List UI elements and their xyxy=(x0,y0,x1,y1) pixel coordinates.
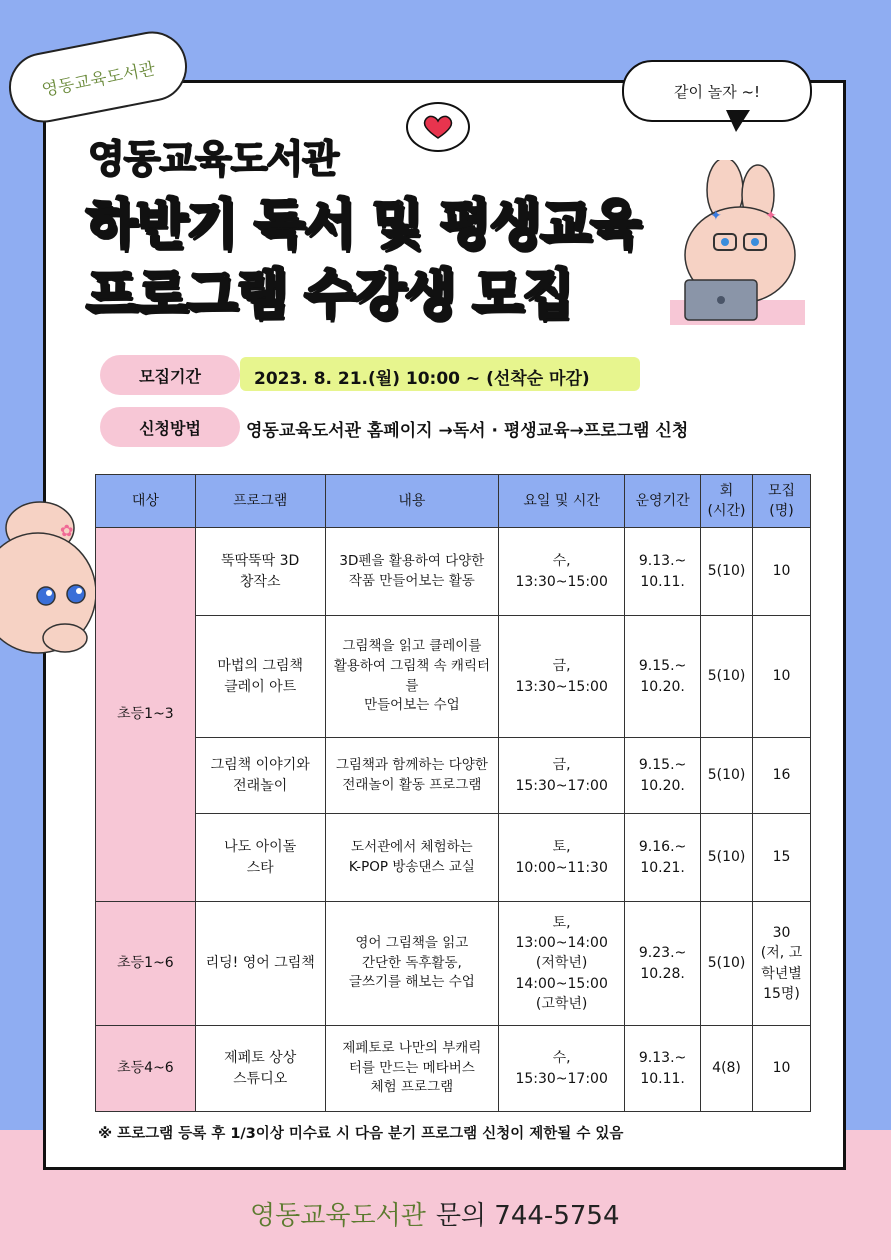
program-cell: 뚝딱뚝딱 3D 창작소 xyxy=(195,528,325,616)
table-header-row xyxy=(96,475,811,528)
title-line-1: 하반기 독서 및 평생교육 xyxy=(86,194,641,255)
program-cell: 그림책 이야기와 전래놀이 xyxy=(195,738,325,814)
table-row xyxy=(96,738,811,814)
capacity-cell: 10 xyxy=(753,616,811,738)
content-cell: 제페토로 나만의 부캐릭 터를 만드는 메타버스 체험 프로그램 xyxy=(325,1026,499,1112)
sessions-cell: 5(10) xyxy=(701,814,753,902)
period-label: 모집기간 xyxy=(139,366,201,386)
header-content: 내용 xyxy=(325,475,499,528)
sessions-cell: 5(10) xyxy=(701,738,753,814)
header-capacity: 모집 (명) xyxy=(753,475,811,528)
period-cell: 9.16.~ 10.21. xyxy=(625,814,701,902)
title-line-2: 프로그램 수강생 모집 xyxy=(86,264,573,325)
period-cell: 9.13.~ 10.11. xyxy=(625,1026,701,1112)
capacity-cell: 10 xyxy=(753,528,811,616)
table-row xyxy=(96,616,811,738)
content-cell: 3D펜을 활용하여 다양한 작품 만들어보는 활동 xyxy=(325,528,499,616)
time-cell: 수, 15:30~17:00 xyxy=(499,1026,625,1112)
speech-text: 같이 놀자 ~! xyxy=(673,82,761,101)
table-row xyxy=(96,528,811,616)
period-cell: 9.13.~ 10.11. xyxy=(625,528,701,616)
capacity-cell: 30 (저, 고 학년별 15명) xyxy=(753,902,811,1026)
header-target: 대상 xyxy=(96,475,196,528)
method-value: 영동교육도서관 홈페이지 →독서 · 평생교육→프로그램 신청 xyxy=(246,421,689,441)
program-table xyxy=(95,474,811,1112)
speech-bubble xyxy=(622,60,812,122)
capacity-cell: 16 xyxy=(753,738,811,814)
time-cell: 금, 13:30~15:00 xyxy=(499,616,625,738)
time-cell: 금, 15:30~17:00 xyxy=(499,738,625,814)
footer-logo: 영동교육도서관 xyxy=(250,1201,426,1231)
logo-text: 영동교육도서관 xyxy=(40,58,157,101)
content-cell: 그림책을 읽고 클레이를 활용하여 그림책 속 캐릭터를 만들어보는 수업 xyxy=(325,616,499,738)
speech-bubble-tail xyxy=(726,110,750,132)
svg-text:✿: ✿ xyxy=(60,521,74,540)
svg-text:✦: ✦ xyxy=(710,208,722,224)
period-cell: 9.15.~ 10.20. xyxy=(625,616,701,738)
content-cell: 그림책과 함께하는 다양한 전래놀이 활동 프로그램 xyxy=(325,738,499,814)
footer-contact: 문의 744-5754 xyxy=(435,1201,620,1231)
method-label: 신청방법 xyxy=(139,418,201,438)
target-cell: 초등1~3 xyxy=(96,528,196,902)
header-period: 운영기간 xyxy=(625,475,701,528)
sessions-cell: 5(10) xyxy=(701,528,753,616)
content-cell: 영어 그림책을 읽고 간단한 독후활동, 글쓰기를 해보는 수업 xyxy=(325,902,499,1026)
peeking-rabbit-illustration xyxy=(0,498,100,668)
footer xyxy=(250,1195,620,1232)
heart-icon xyxy=(408,104,468,150)
sessions-cell: 5(10) xyxy=(701,616,753,738)
heart-bubble xyxy=(406,102,470,152)
program-cell: 제페토 상상 스튜디오 xyxy=(195,1026,325,1112)
target-cell: 초등1~6 xyxy=(96,902,196,1026)
program-cell: 리딩! 영어 그림책 xyxy=(195,902,325,1026)
time-cell: 수, 13:30~15:00 xyxy=(499,528,625,616)
time-cell: 토, 13:00~14:00 (저학년) 14:00~15:00 (고학년) xyxy=(499,902,625,1026)
sessions-cell: 5(10) xyxy=(701,902,753,1026)
notice-text: ※ 프로그램 등록 후 1/3이상 미수료 시 다음 분기 프로그램 신청이 제한될 수 있음 xyxy=(98,1126,624,1142)
table-row xyxy=(96,1026,811,1112)
content-cell: 도서관에서 체험하는 K-POP 방송댄스 교실 xyxy=(325,814,499,902)
period-value: 2023. 8. 21.(월) 10:00 ~ (선착순 마감) xyxy=(254,369,590,389)
time-cell: 토, 10:00~11:30 xyxy=(499,814,625,902)
header-program: 프로그램 xyxy=(195,475,325,528)
table-row xyxy=(96,814,811,902)
period-cell: 9.23.~ 10.28. xyxy=(625,902,701,1026)
table-row xyxy=(96,902,811,1026)
period-label-pill xyxy=(100,355,240,395)
method-label-pill xyxy=(100,407,240,447)
capacity-cell: 15 xyxy=(753,814,811,902)
program-cell: 마법의 그림책 클레이 아트 xyxy=(195,616,325,738)
svg-text:✦: ✦ xyxy=(765,208,777,224)
capacity-cell: 10 xyxy=(753,1026,811,1112)
sessions-cell: 4(8) xyxy=(701,1026,753,1112)
target-cell: 초등4~6 xyxy=(96,1026,196,1112)
header-sessions: 회 (시간) xyxy=(701,475,753,528)
title-library-name: 영동교육도서관 xyxy=(88,137,338,181)
period-cell: 9.15.~ 10.20. xyxy=(625,738,701,814)
program-cell: 나도 아이돌 스타 xyxy=(195,814,325,902)
rabbit-laptop-illustration xyxy=(670,160,805,325)
header-time: 요일 및 시간 xyxy=(499,475,625,528)
